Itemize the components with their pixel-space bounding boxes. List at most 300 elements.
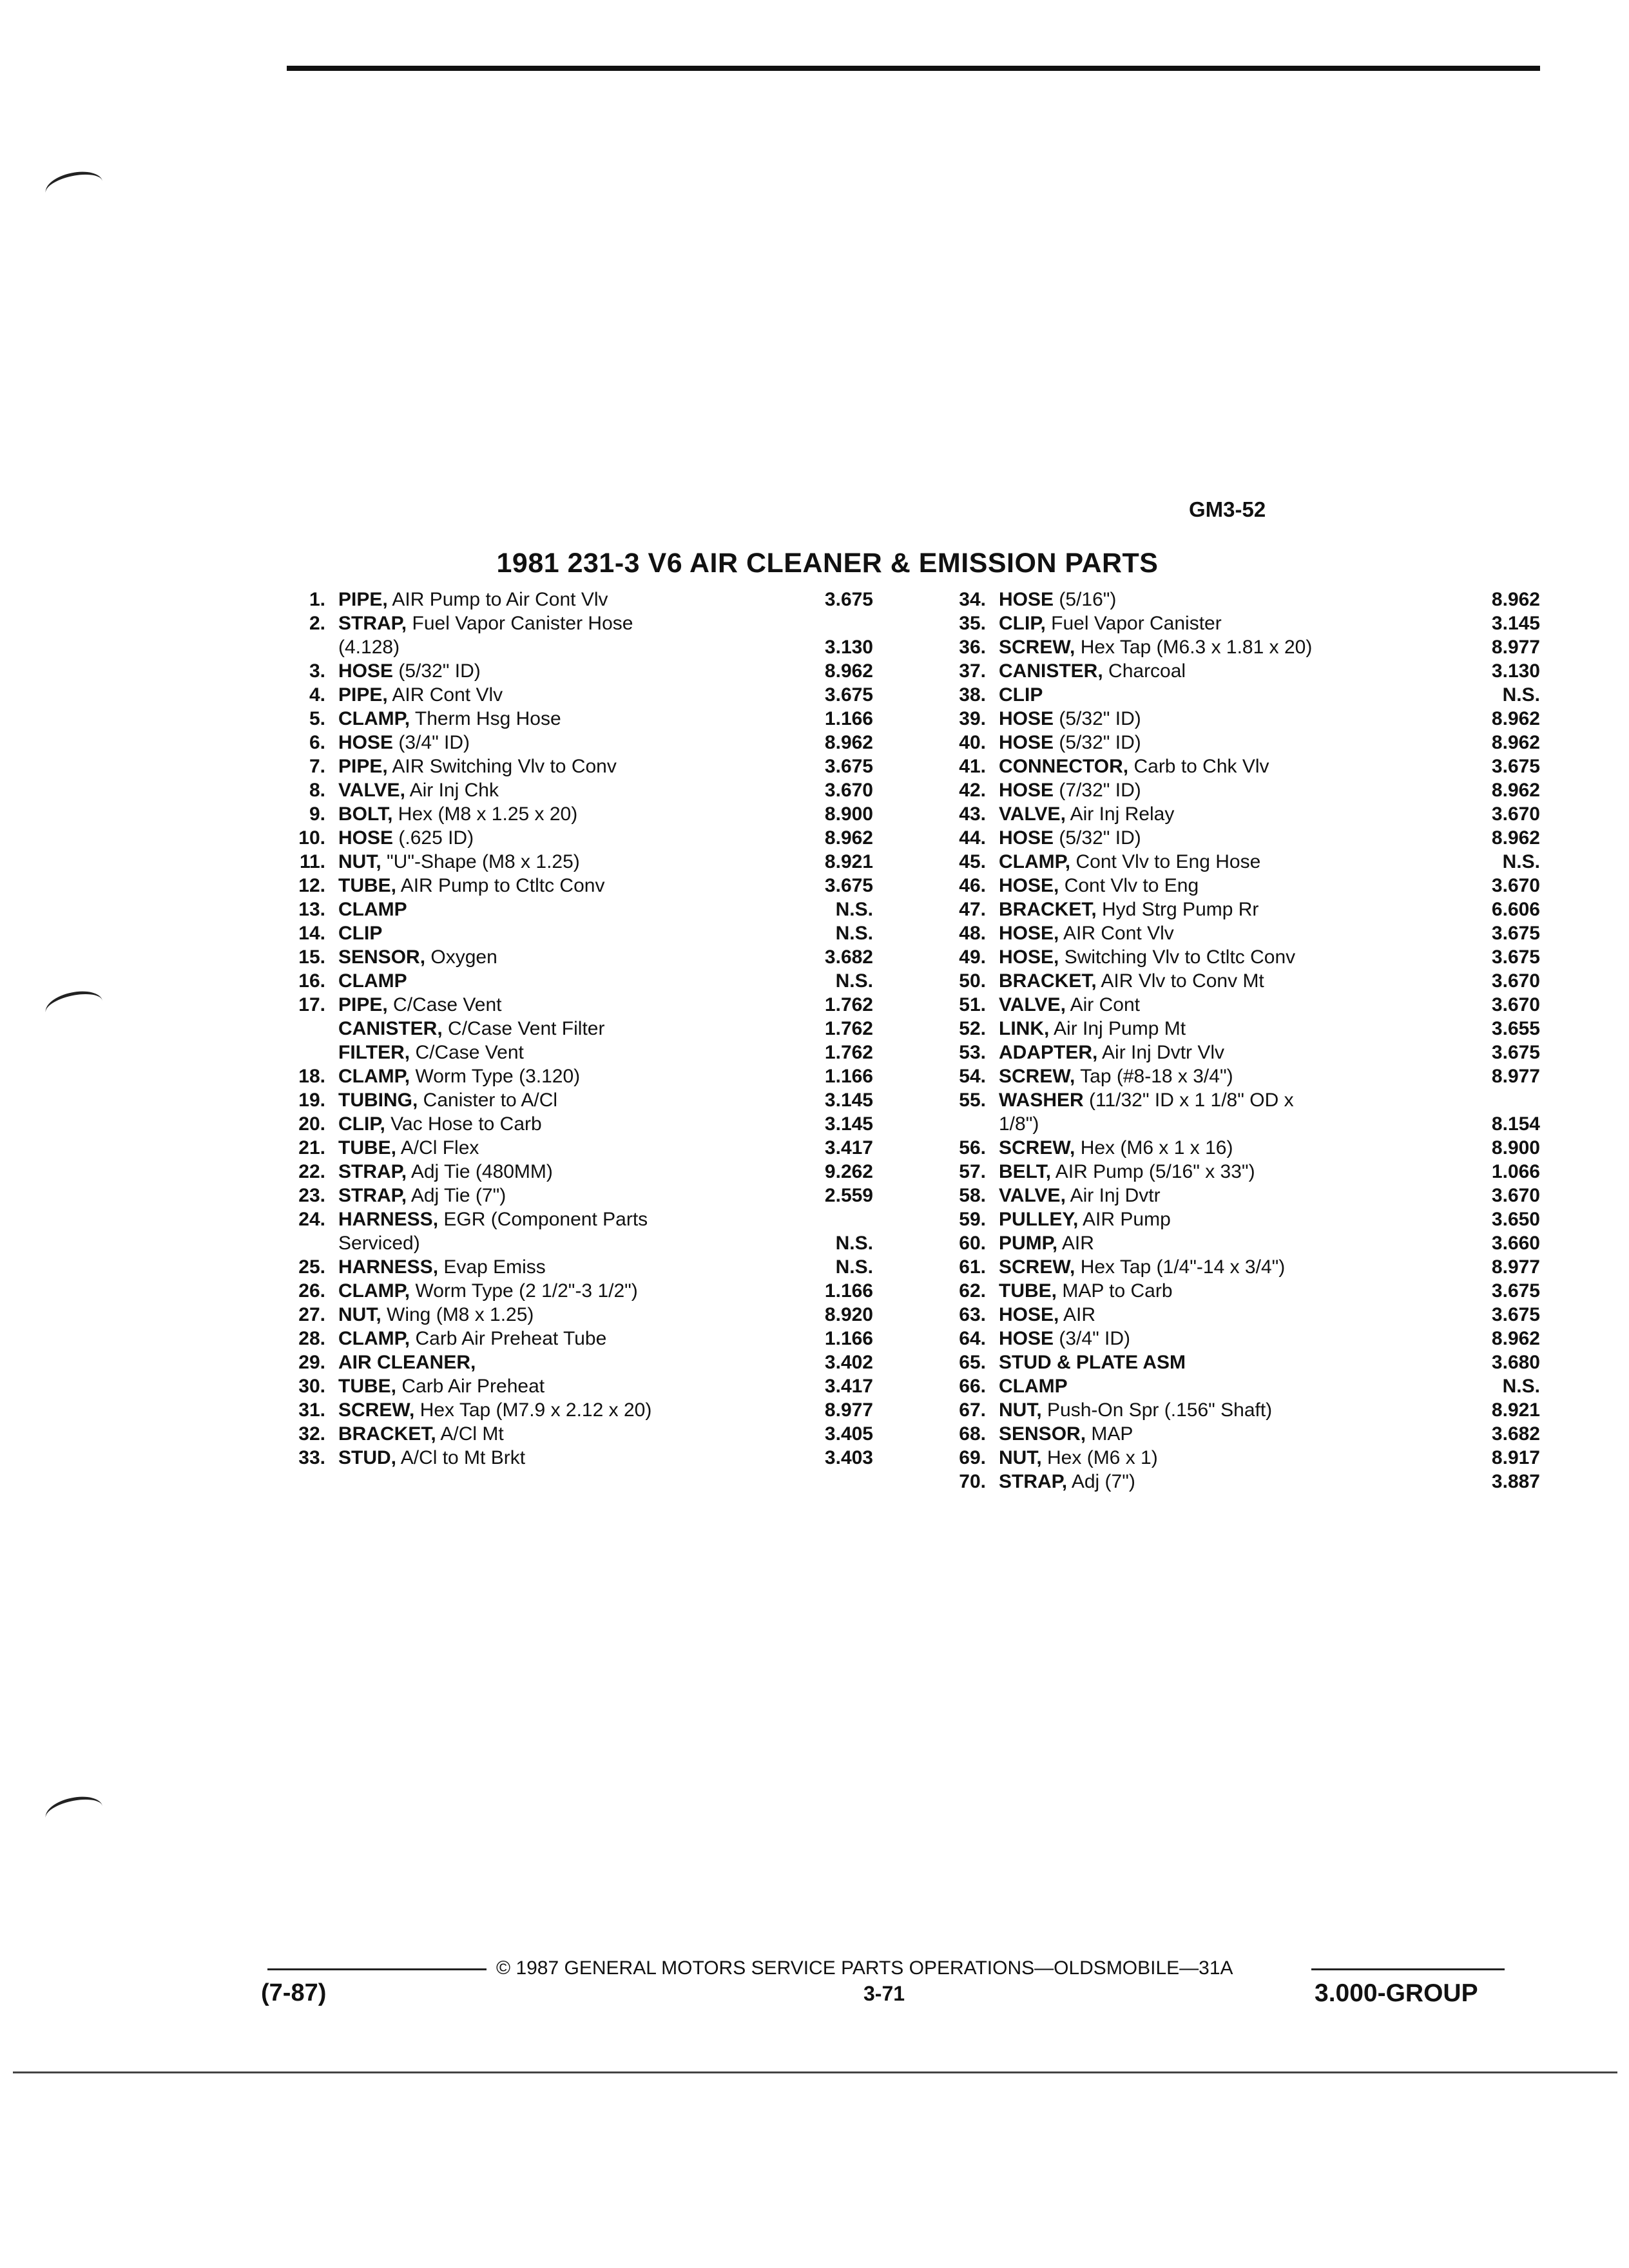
part-group-number: 3.675: [1491, 1280, 1540, 1302]
part-row: [931, 611, 1540, 635]
part-detail: (11/32" ID x 1 1/8" OD x 1/8"): [999, 1090, 1294, 1135]
part-number: 62.: [959, 1280, 986, 1302]
part-row: [271, 707, 873, 731]
part-row: [271, 1255, 873, 1279]
part-detail: Charcoal: [1108, 660, 1186, 682]
part-description: [999, 850, 1427, 874]
part-name: TUBE,: [338, 1376, 396, 1397]
part-number: 44.: [959, 827, 986, 849]
part-description: [999, 588, 1427, 611]
part-name: ADAPTER,: [999, 1042, 1098, 1063]
part-detail: Evap Emiss: [443, 1256, 546, 1278]
part-row: [931, 993, 1540, 1017]
part-row: [271, 1112, 873, 1136]
part-number: 25.: [298, 1256, 325, 1278]
part-row: [271, 1017, 873, 1041]
part-detail: MAP: [1091, 1423, 1133, 1445]
part-detail: AIR: [1063, 1304, 1096, 1325]
bottom-rule: [13, 2071, 1617, 2073]
part-row: [931, 1374, 1540, 1398]
part-number: 13.: [298, 899, 325, 920]
binding-hole-mark: [43, 167, 105, 207]
part-number: 53.: [959, 1042, 986, 1063]
part-name: SCREW,: [999, 1066, 1075, 1087]
part-group-number: 6.606: [1491, 899, 1540, 920]
part-detail: (5/32" ID): [1059, 827, 1141, 849]
part-row: [271, 1207, 873, 1255]
part-number: 32.: [298, 1423, 325, 1445]
part-description: [338, 850, 776, 874]
part-row: [271, 1374, 873, 1398]
part-group-number: 8.962: [824, 660, 873, 682]
part-group-number: 8.917: [1491, 1447, 1540, 1468]
part-name: HOSE: [999, 589, 1054, 610]
part-row: [931, 778, 1540, 802]
part-detail: (3/4" ID): [1059, 1328, 1131, 1349]
part-detail: AIR Vlv to Conv Mt: [1101, 970, 1264, 992]
part-description: [999, 754, 1427, 778]
footer-copyright: © 1987 GENERAL MOTORS SERVICE PARTS OPERATIONS—OLDSMOBILE—31A: [496, 1957, 1233, 1979]
part-row: [271, 1327, 873, 1350]
part-group-number: 8.962: [824, 732, 873, 753]
part-name: STRAP,: [999, 1471, 1068, 1492]
part-group-number: 3.675: [1491, 1304, 1540, 1325]
part-description: [338, 1160, 776, 1184]
part-detail: Air Inj Dvtr Vlv: [1102, 1042, 1225, 1063]
part-detail: Hyd Strg Pump Rr: [1102, 899, 1259, 920]
part-description: [338, 969, 776, 993]
part-row: [271, 826, 873, 850]
part-row: [931, 1136, 1540, 1160]
part-name: CANISTER,: [999, 660, 1103, 682]
part-detail: Worm Type (2 1/2"-3 1/2"): [415, 1280, 638, 1302]
part-name: PIPE,: [338, 589, 388, 610]
part-group-number: 3.130: [824, 637, 873, 658]
part-number: 55.: [959, 1090, 986, 1111]
part-name: HOSE: [999, 732, 1054, 753]
part-group-number: 8.962: [1491, 780, 1540, 801]
part-group-number: N.S.: [1502, 1376, 1540, 1397]
part-detail: Adj Tie (480MM): [410, 1161, 553, 1182]
part-description: [338, 1064, 776, 1088]
part-group-number: 3.670: [1491, 803, 1540, 825]
part-detail: Air Cont: [1070, 994, 1140, 1015]
part-name: CLAMP: [338, 970, 407, 992]
part-row: [931, 659, 1540, 683]
part-group-number: 9.262: [824, 1161, 873, 1182]
part-name: BELT,: [999, 1161, 1052, 1182]
part-name: CLAMP: [999, 1376, 1068, 1397]
part-detail: Hex Tap (M6.3 x 1.81 x 20): [1080, 637, 1313, 658]
part-description: [338, 1446, 776, 1470]
part-name: CLAMP,: [338, 1066, 410, 1087]
part-description: [999, 1088, 1427, 1136]
part-number: 54.: [959, 1066, 986, 1087]
part-group-number: 8.962: [1491, 732, 1540, 753]
part-detail: AIR: [1061, 1233, 1094, 1254]
part-number: 18.: [298, 1066, 325, 1087]
part-detail: AIR Pump to Air Cont Vlv: [392, 589, 608, 610]
part-description: [999, 1470, 1427, 1494]
part-name: HARNESS,: [338, 1209, 439, 1230]
part-row: [931, 850, 1540, 874]
part-group-number: 3.670: [1491, 1185, 1540, 1206]
part-number: 36.: [959, 637, 986, 658]
part-group-number: 3.670: [1491, 875, 1540, 896]
part-detail: A/Cl Flex: [400, 1137, 479, 1158]
part-number: 47.: [959, 899, 986, 920]
part-number: 10.: [298, 827, 325, 849]
part-name: CLAMP,: [338, 708, 410, 729]
part-name: VALVE,: [999, 803, 1066, 825]
part-description: [999, 1279, 1427, 1303]
part-detail: C/Case Vent: [393, 994, 502, 1015]
part-name: HOSE: [999, 708, 1054, 729]
part-name: VALVE,: [338, 780, 405, 801]
part-row: [271, 898, 873, 921]
part-row: [271, 1279, 873, 1303]
part-description: [338, 1374, 776, 1398]
part-detail: (5/16"): [1059, 589, 1117, 610]
part-row: [271, 1136, 873, 1160]
part-number: 15.: [298, 947, 325, 968]
part-group-number: 3.130: [1491, 660, 1540, 682]
part-detail: C/Case Vent: [415, 1042, 524, 1063]
part-number: 49.: [959, 947, 986, 968]
part-number: 5.: [309, 708, 325, 729]
part-name: BOLT,: [338, 803, 393, 825]
part-row: [271, 1184, 873, 1207]
part-detail: Hex Tap (M7.9 x 2.12 x 20): [419, 1399, 652, 1421]
part-name: SCREW,: [338, 1399, 415, 1421]
part-group-number: N.S.: [835, 923, 873, 944]
part-detail: AIR Cont Vlv: [1063, 923, 1174, 944]
part-description: [338, 874, 776, 898]
part-number: 22.: [298, 1161, 325, 1182]
part-row: [271, 969, 873, 993]
part-row: [931, 1088, 1540, 1136]
part-name: CLAMP,: [999, 851, 1071, 872]
part-description: [338, 1422, 776, 1446]
part-group-number: 8.962: [824, 827, 873, 849]
part-group-number: 1.066: [1491, 1161, 1540, 1182]
part-number: 17.: [298, 994, 325, 1015]
part-number: 20.: [298, 1113, 325, 1135]
part-row: [931, 754, 1540, 778]
part-group-number: 3.405: [824, 1423, 873, 1445]
part-detail: Cont Vlv to Eng: [1064, 875, 1199, 896]
part-name: CLAMP,: [338, 1328, 410, 1349]
part-name: AIR CLEANER,: [338, 1352, 476, 1373]
part-group-number: 3.670: [1491, 970, 1540, 992]
part-row: [271, 850, 873, 874]
part-row: [931, 707, 1540, 731]
part-number: 28.: [298, 1328, 325, 1349]
part-number: 42.: [959, 780, 986, 801]
part-row: [271, 874, 873, 898]
part-row: [931, 1303, 1540, 1327]
part-detail: Hex (M6 x 1): [1047, 1447, 1158, 1468]
part-description: [338, 1398, 776, 1422]
part-group-number: 3.402: [824, 1352, 873, 1373]
part-number: 8.: [309, 780, 325, 801]
part-description: [999, 1017, 1427, 1041]
part-group-number: 1.762: [824, 994, 873, 1015]
part-description: [999, 874, 1427, 898]
part-group-number: 8.977: [1491, 1256, 1540, 1278]
part-name: PIPE,: [338, 756, 388, 777]
part-description: [338, 683, 776, 707]
part-detail: Switching Vlv to Ctltc Conv: [1064, 947, 1296, 968]
part-group-number: 3.670: [1491, 994, 1540, 1015]
part-group-number: 8.921: [824, 851, 873, 872]
part-name: STUD,: [338, 1447, 396, 1468]
part-detail: Carb Air Preheat Tube: [415, 1328, 607, 1349]
part-number: 16.: [298, 970, 325, 992]
part-row: [931, 945, 1540, 969]
part-row: [931, 969, 1540, 993]
part-detail: AIR Pump to Ctltc Conv: [400, 875, 605, 896]
part-description: [338, 1088, 776, 1112]
part-group-number: 8.962: [1491, 1328, 1540, 1349]
part-detail: (3/4" ID): [398, 732, 470, 753]
part-description: [338, 945, 776, 969]
footer-group-label: 3.000-GROUP: [1315, 1979, 1478, 2007]
part-detail: Carb Air Preheat: [401, 1376, 545, 1397]
part-detail: (7/32" ID): [1059, 780, 1141, 801]
part-detail: Fuel Vapor Canister: [1051, 613, 1222, 634]
part-number: 40.: [959, 732, 986, 753]
part-number: 50.: [959, 970, 986, 992]
part-number: 64.: [959, 1328, 986, 1349]
part-group-number: 8.900: [1491, 1137, 1540, 1158]
part-number: 7.: [309, 756, 325, 777]
part-number: 60.: [959, 1233, 986, 1254]
part-description: [999, 1350, 1427, 1374]
part-number: 41.: [959, 756, 986, 777]
part-name: CLAMP,: [338, 1280, 410, 1302]
part-row: [271, 1303, 873, 1327]
part-row: [931, 1279, 1540, 1303]
part-name: CLIP: [338, 923, 383, 944]
part-detail: AIR Pump (5/16" x 33"): [1055, 1161, 1255, 1182]
part-number: 6.: [309, 732, 325, 753]
part-detail: Hex (M8 x 1.25 x 20): [398, 803, 578, 825]
part-group-number: 3.675: [824, 589, 873, 610]
part-number: 29.: [298, 1352, 325, 1373]
part-name: TUBE,: [338, 875, 396, 896]
part-detail: Canister to A/Cl: [423, 1090, 558, 1111]
part-detail: Air Inj Pump Mt: [1054, 1018, 1186, 1039]
part-number: 39.: [959, 708, 986, 729]
part-detail: (.625 ID): [398, 827, 474, 849]
part-row: [271, 993, 873, 1017]
part-number: 58.: [959, 1185, 986, 1206]
part-description: [338, 659, 776, 683]
part-name: TUBE,: [999, 1280, 1057, 1302]
part-row: [931, 1350, 1540, 1374]
part-description: [999, 1064, 1427, 1088]
part-name: VALVE,: [999, 994, 1066, 1015]
part-row: [931, 1255, 1540, 1279]
part-name: LINK,: [999, 1018, 1050, 1039]
part-name: HOSE,: [999, 875, 1059, 896]
part-number: 65.: [959, 1352, 986, 1373]
part-detail: Oxygen: [430, 947, 497, 968]
part-number: 4.: [309, 684, 325, 706]
part-name: WASHER: [999, 1090, 1084, 1111]
part-number: 46.: [959, 875, 986, 896]
part-name: HOSE,: [999, 923, 1059, 944]
part-row: [931, 635, 1540, 659]
part-description: [999, 1327, 1427, 1350]
part-name: BRACKET,: [999, 970, 1097, 992]
part-group-number: N.S.: [835, 970, 873, 992]
part-group-number: 8.977: [824, 1399, 873, 1421]
part-group-number: 8.977: [1491, 1066, 1540, 1087]
part-number: 27.: [298, 1304, 325, 1325]
part-group-number: 3.403: [824, 1447, 873, 1468]
part-description: [338, 898, 776, 921]
part-description: [999, 611, 1427, 635]
part-row: [271, 778, 873, 802]
part-detail: Push-On Spr (.156" Shaft): [1047, 1399, 1273, 1421]
part-description: [999, 1303, 1427, 1327]
part-detail: Air Inj Chk: [409, 780, 499, 801]
part-description: [338, 731, 776, 754]
part-row: [271, 588, 873, 611]
part-row: [931, 874, 1540, 898]
part-row: [931, 1041, 1540, 1064]
part-number: 35.: [959, 613, 986, 634]
part-number: 14.: [298, 923, 325, 944]
part-group-number: 8.920: [824, 1304, 873, 1325]
part-group-number: 3.650: [1491, 1209, 1540, 1230]
part-number: 2.: [309, 613, 325, 634]
part-group-number: 3.887: [1491, 1471, 1540, 1492]
part-group-number: 3.675: [1491, 923, 1540, 944]
footer-date-code: (7-87): [261, 1979, 327, 2006]
part-name: FILTER,: [338, 1042, 410, 1063]
part-group-number: N.S.: [1502, 851, 1540, 872]
part-number: 12.: [298, 875, 325, 896]
part-name: TUBING,: [338, 1090, 418, 1111]
part-description: [999, 969, 1427, 993]
parts-list-right: [931, 588, 1540, 1494]
part-row: [271, 683, 873, 707]
part-description: [338, 1255, 776, 1279]
part-number: 31.: [298, 1399, 325, 1421]
part-group-number: 3.675: [824, 875, 873, 896]
part-row: [931, 1446, 1540, 1470]
part-group-number: 1.762: [824, 1018, 873, 1039]
part-number: 24.: [298, 1209, 325, 1230]
part-number: 51.: [959, 994, 986, 1015]
footer-rule-right: [1311, 1968, 1505, 1970]
part-group-number: 8.962: [1491, 708, 1540, 729]
part-row: [931, 802, 1540, 826]
part-name: STRAP,: [338, 1185, 407, 1206]
part-name: SCREW,: [999, 1256, 1075, 1278]
part-group-number: 3.675: [1491, 1042, 1540, 1063]
part-description: [999, 1184, 1427, 1207]
part-detail: C/Case Vent Filter: [448, 1018, 605, 1039]
part-number: 43.: [959, 803, 986, 825]
part-description: [999, 1207, 1427, 1231]
part-detail: Adj Tie (7"): [410, 1185, 506, 1206]
part-description: [338, 921, 776, 945]
part-number: 11.: [299, 851, 325, 872]
part-detail: (5/32" ID): [1059, 708, 1141, 729]
part-row: [271, 1350, 873, 1374]
part-name: HOSE: [338, 660, 394, 682]
part-group-number: N.S.: [835, 1233, 873, 1254]
part-group-number: 3.145: [1491, 613, 1540, 634]
part-description: [338, 707, 776, 731]
part-description: [999, 1041, 1427, 1064]
part-number: 68.: [959, 1423, 986, 1445]
part-group-number: 1.166: [824, 708, 873, 729]
part-name: HARNESS,: [338, 1256, 439, 1278]
part-row: [271, 1422, 873, 1446]
part-group-number: 3.655: [1491, 1018, 1540, 1039]
part-row: [931, 1184, 1540, 1207]
part-group-number: 2.559: [824, 1185, 873, 1206]
part-name: NUT,: [999, 1447, 1042, 1468]
part-detail: Cont Vlv to Eng Hose: [1075, 851, 1261, 872]
part-description: [999, 945, 1427, 969]
part-description: [338, 1207, 776, 1255]
binding-hole-mark: [43, 1792, 105, 1832]
part-description: [999, 1255, 1427, 1279]
part-number: 30.: [298, 1376, 325, 1397]
part-row: [271, 1398, 873, 1422]
part-name: SCREW,: [999, 637, 1075, 658]
part-number: 9.: [309, 803, 325, 825]
part-number: 66.: [959, 1376, 986, 1397]
part-group-number: 8.962: [1491, 589, 1540, 610]
footer-rule-left: [267, 1968, 487, 1970]
part-group-number: 1.166: [824, 1280, 873, 1302]
part-number: 48.: [959, 923, 986, 944]
part-name: STRAP,: [338, 613, 407, 634]
part-detail: Hex (M6 x 1 x 16): [1080, 1137, 1233, 1158]
part-number: 63.: [959, 1304, 986, 1325]
part-group-number: 8.921: [1491, 1399, 1540, 1421]
part-group-number: 3.417: [824, 1137, 873, 1158]
part-detail: AIR Pump: [1083, 1209, 1171, 1230]
part-name: STRAP,: [338, 1161, 407, 1182]
part-detail: Wing (M8 x 1.25): [387, 1304, 534, 1325]
part-number: 67.: [959, 1399, 986, 1421]
part-description: [338, 611, 776, 659]
part-description: [338, 1327, 776, 1350]
part-name: CANISTER,: [338, 1018, 443, 1039]
part-description: [338, 778, 776, 802]
part-number: 61.: [959, 1256, 986, 1278]
part-description: [999, 826, 1427, 850]
part-description: [999, 921, 1427, 945]
part-number: 3.: [309, 660, 325, 682]
part-group-number: 3.670: [824, 780, 873, 801]
part-description: [338, 754, 776, 778]
part-group-number: 3.675: [824, 684, 873, 706]
part-description: [338, 1279, 776, 1303]
part-row: [931, 683, 1540, 707]
part-name: HOSE: [338, 827, 394, 849]
part-description: [338, 1136, 776, 1160]
part-row: [931, 898, 1540, 921]
